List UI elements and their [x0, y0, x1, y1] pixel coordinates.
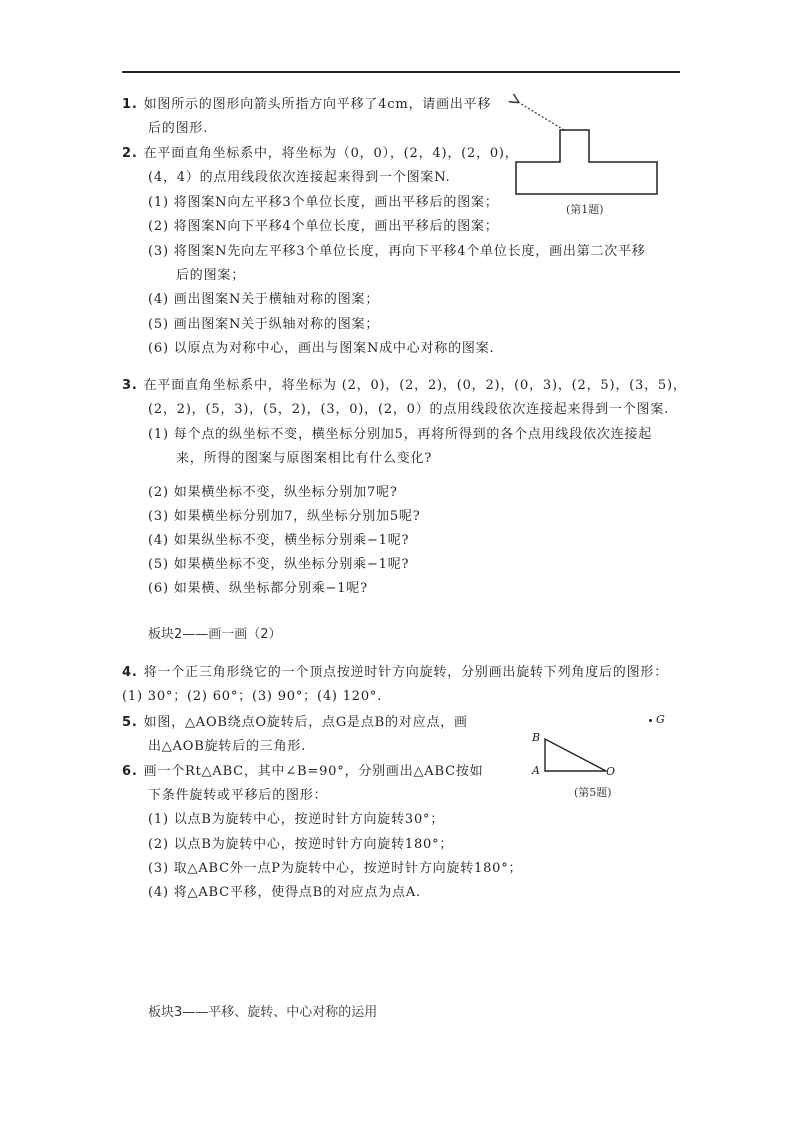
problem-3-item-4: (4) 如果纵坐标不变，横坐标分别乘−1呢? — [148, 533, 410, 548]
problem-text: 在平面直角坐标系中，将坐标为 (2，0)，(2，2)，(0，2)，(0，3)，(2，5)，(3，5)， — [143, 378, 687, 393]
problem-6-line-2: 下条件旋转或平移后的图形： — [148, 788, 328, 803]
problem-2-line-2: (4，4）的点用线段依次连接起来得到一个图案N. — [148, 170, 451, 185]
problem-2-item-3b: 后的图案； — [176, 268, 246, 283]
t-shape-figure — [516, 130, 657, 194]
problem-2-item-3a: (3) 将图案N先向左平移3个单位长度，再向下平移4个单位长度，画出第二次平移 — [148, 244, 646, 259]
problem-text: 如图，△AOB绕点O旋转后，点G是点B的对应点，画 — [143, 715, 468, 730]
top-rule — [122, 71, 680, 73]
problem-6-item-2: (2) 以点B为旋转中心，按逆时针方向旋转180°； — [148, 837, 454, 852]
problem-3-item-1b: 来，所得的图案与原图案相比有什么变化? — [176, 451, 433, 466]
section-3-heading: 板块3——平移、旋转、中心对称的运用 — [148, 1005, 378, 1020]
problem-3-line-2: (2，2)，(5，3)，(5，2)，(3，0)，(2，0）的点用线段依次连接起来得到一个图案. — [148, 402, 670, 417]
problem-3-item-3: (3) 如果横坐标分别加7，纵坐标分别加5呢? — [148, 509, 421, 524]
problem-2-item-4: (4) 画出图案N关于横轴对称的图案； — [148, 292, 380, 307]
problem-1-line-1 — [122, 97, 491, 113]
direction-arrow — [518, 102, 564, 130]
section-2-heading: 板块2——画一画（2） — [148, 627, 282, 642]
label-b: B — [532, 731, 541, 744]
problem-2-item-6: (6) 以原点为对称中心，画出与图案N成中心对称的图案. — [148, 341, 495, 356]
problem-2-item-2: (2) 将图案N向下平移4个单位长度，画出平移后的图案； — [148, 219, 499, 234]
problem-3-item-2: (2) 如果横坐标不变，纵坐标分别加7呢? — [148, 485, 398, 500]
problem-number: 1. — [122, 97, 138, 112]
problem-5-line-2: 出△AOB旋转后的三角形. — [148, 739, 307, 754]
label-o: O — [606, 765, 616, 778]
problem-number: 6. — [122, 764, 138, 779]
problem-1-line-2: 后的图形. — [148, 121, 209, 136]
problem-2-item-1: (1) 将图案N向左平移3个单位长度，画出平移后的图案； — [148, 195, 499, 210]
problem-3-item-6: (6) 如果横、纵坐标都分别乘−1呢? — [148, 581, 368, 596]
problem-6-item-1: (1) 以点B为旋转中心，按逆时针方向旋转30°； — [148, 812, 445, 827]
figure-1-caption: (第1题) — [566, 203, 604, 216]
problem-6-line-1 — [122, 764, 483, 780]
problem-2-line-1 — [122, 146, 519, 162]
problem-text: 将一个正三角形绕它的一个顶点按逆时针方向旋转，分别画出旋转下列角度后的图形： — [143, 665, 668, 680]
label-g: G — [656, 713, 665, 726]
problem-number: 5. — [122, 715, 138, 730]
triangle-aob — [545, 739, 606, 771]
problem-text: 在平面直角坐标系中，将坐标为（0，0），(2，4)，(2，0)， — [143, 146, 519, 161]
problem-number: 4. — [122, 665, 138, 680]
figure-5-caption: (第5题) — [574, 786, 612, 799]
problem-3-line-1 — [122, 378, 687, 394]
problem-4-line-1 — [122, 665, 668, 681]
problem-6-item-3: (3) 取△ABC外一点P为旋转中心，按逆时针方向旋转180°； — [148, 861, 523, 876]
problem-text: 画一个Rt△ABC，其中∠B=90°，分别画出△ABC按如 — [143, 764, 484, 779]
problem-text: 如图所示的图形向箭头所指方向平移了4cm，请画出平移 — [143, 97, 492, 112]
problem-3-item-1a: (1) 每个点的纵坐标不变，横坐标分别加5，再将所得到的各个点用线段依次连接起 — [148, 427, 653, 442]
point-g-dot — [649, 719, 652, 722]
problem-number: 3. — [122, 378, 138, 393]
problem-number: 2. — [122, 146, 138, 161]
problem-6-item-4: (4) 将△ABC平移，使得点B的对应点为点A. — [148, 885, 421, 900]
label-a: A — [532, 764, 540, 777]
problem-4-line-2: (1) 30°；(2) 60°；(3) 90°；(4) 120°. — [122, 689, 383, 704]
problem-5-line-1 — [122, 715, 468, 731]
problem-2-item-5: (5) 画出图案N关于纵轴对称的图案； — [148, 317, 380, 332]
problem-3-item-5: (5) 如果横坐标不变，纵坐标分别乘−1呢? — [148, 557, 410, 572]
